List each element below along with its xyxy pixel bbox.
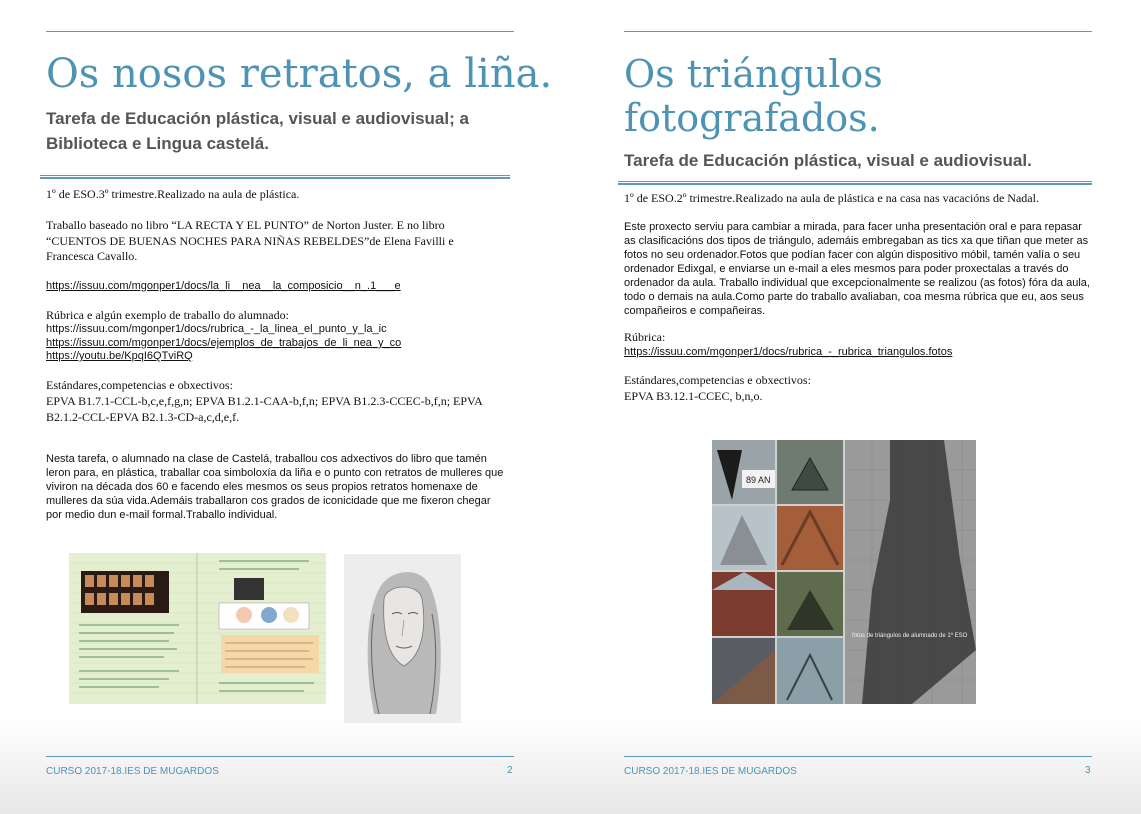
page-number: 2 bbox=[507, 765, 513, 776]
rubric-label: Rúbrica: bbox=[624, 330, 666, 344]
rubric-label: Rúbrica e algún exemplo de traballo do alumnado: bbox=[46, 308, 289, 322]
page-subtitle: Tarefa de Educación plástica, visual e audiovisual. bbox=[624, 151, 1032, 170]
section-rule bbox=[618, 181, 1092, 185]
standards-text: EPVA B3.12.1-CCEC, b,n,o. bbox=[624, 389, 763, 403]
book-text: Traballo baseado no libro “LA RECTA Y EL PUNTO” de Norton Juster. E no libro “CUENTOS DE BUENAS NOCHES PARA NIÑAS REBELDES”de Elena Favilli e Francesca Cavallo. bbox=[46, 218, 454, 263]
page-title-line1: Os triángulos bbox=[624, 52, 883, 96]
issuu-link-main[interactable]: https://issuu.com/mgonper1/docs/la_li__nea__la_composicio__n_.1___e bbox=[46, 280, 401, 292]
course-line: 1º de ESO.3º trimestre.Realizado na aula de plástica. bbox=[46, 187, 300, 201]
standards-label: Estándares,competencias e obxectivos: bbox=[46, 378, 233, 392]
page-title-line2: fotografados. bbox=[624, 96, 880, 140]
task-description: Nesta tarefa, o alumnado na clase de Castelá, traballou cos adxectivos do libro que tamén leron para, en plástica, traballar coa simboloxía da liña e o punto con retratos de mulleres que viviron na década dos 60 e facendo eles mesmos os seus propios retratos homenaxe de mulleres da súa vida.Ademáis traballaron cos grados de iconicidade que me fixeron chegar por medio dun e-mail formal.Traballo individual. bbox=[46, 453, 504, 521]
footer-text: CURSO 2017-18.IES DE MUGARDOS bbox=[624, 766, 797, 777]
standards-label: Estándares,competencias e obxectivos: bbox=[624, 373, 811, 387]
collage-caption: fotos de triángulos de alumnado de 1º ESO bbox=[852, 633, 968, 639]
rubric-link-1[interactable]: https://issuu.com/mgonper1/docs/rubrica_-_la_linea_el_punto_y_la_ic bbox=[46, 323, 387, 335]
rubric-link[interactable]: https://issuu.com/mgonper1/docs/rubrica_-_rubrica_triangulos.fotos bbox=[624, 346, 953, 358]
page-number: 3 bbox=[1085, 765, 1091, 776]
footer-text: CURSO 2017-18.IES DE MUGARDOS bbox=[46, 766, 219, 777]
page-title: Os nosos retratos, a liña. bbox=[46, 51, 553, 97]
course-line: 1º de ESO.2º trimestre.Realizado na aula de plástica e na casa nas vacacións de Nadal. bbox=[624, 191, 1039, 205]
standards-text: EPVA B1.7.1-CCL-b,c,e,f,g,n; EPVA B1.2.1-CAA-b,f,n; EPVA B1.2.3-CCEC-b,f,n; EPVA B2.1.2-CCL-EPVA B2.1.3-CD-a,c,d,e,f. bbox=[46, 394, 483, 424]
triangle-photo-collage bbox=[712, 440, 976, 704]
footer-rule bbox=[624, 756, 1092, 757]
task-description: Este proxecto serviu para cambiar a mirada, para facer unha presentación oral e para repasar as clasificacións dos tipos de triángulo, ademáis embregaban as tics xa que tiñan que meter as fotos no seu ordenador.Fotos que podían facer con algún dispositivo móbil, tamén valía o seu ordenador Edixgal, e enviarse un e-mail a eles mesmos para poder proxectalas a través do ordenador da aula. Traballo individual que excepcionalmente se realizou (as fotos) fóra da aula, todo o demais na aula.Como parte do traballo avaliaban, coa mesma rúbrica que eu, aos seus compañeiros e compañeiras. bbox=[624, 221, 1090, 317]
rubric-link-2[interactable]: https://issuu.com/mgonper1/docs/ejemplos_de_trabajos_de_li_nea_y_co bbox=[46, 337, 402, 349]
top-rule bbox=[624, 31, 1092, 32]
license-plate-text: 89 AN bbox=[746, 475, 771, 485]
youtube-link[interactable]: https://youtu.be/KpqI6QTviRQ bbox=[46, 350, 193, 362]
page-subtitle: Tarefa de Educación plástica, visual e audiovisual; a Biblioteca e Lingua castelá. bbox=[46, 109, 469, 153]
